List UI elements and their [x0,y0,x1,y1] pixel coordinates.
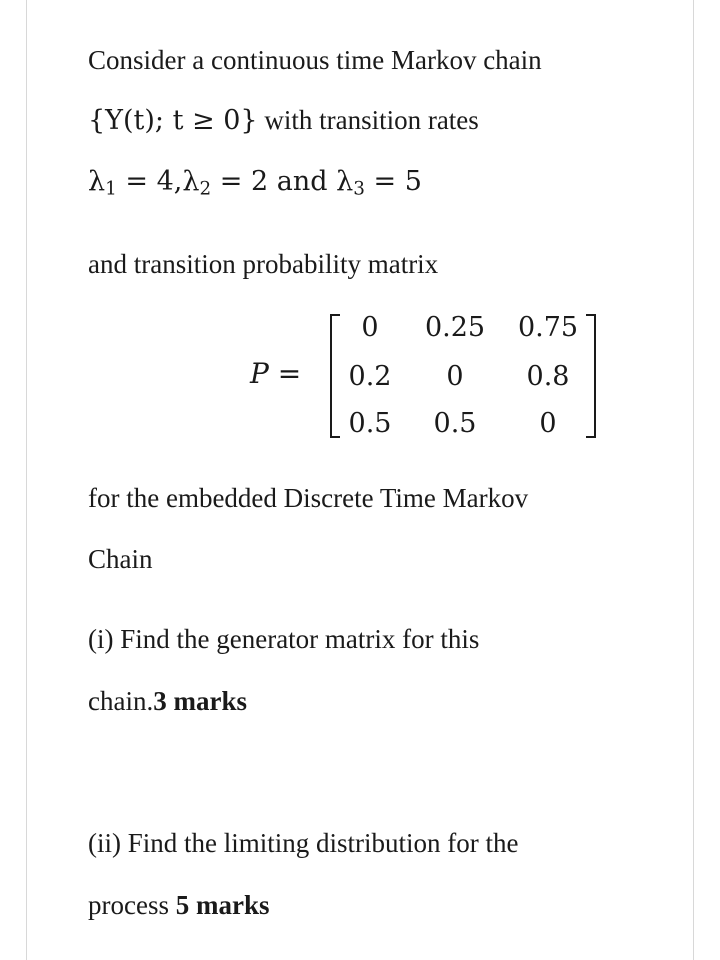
intro-line-1: Consider a continuous time Markov chain [88,45,542,75]
matrix-cell-r3c3: 0 [539,408,557,439]
matrix-cell-r2c3: 0.8 [526,361,570,392]
matrix-cell-r1c3: 0.75 [517,312,579,343]
question-2-marks: 5 marks [175,890,270,920]
question-1-line-1: (i) Find the generator matrix for this [88,624,480,654]
process-notation: {Y(t); t ≥ 0} [88,105,258,136]
lambda3-value: = 5 [364,166,422,197]
transition-matrix [250,310,610,440]
question-1-marks: 3 marks [153,686,247,716]
rates-intro-text: with transition rates [257,105,479,135]
lambda3-subscript: 3 [353,178,365,200]
after-matrix-line-2: Chain [88,544,153,574]
matrix-intro: and transition probability matrix [88,249,439,279]
matrix-cell-r3c1: 0.5 [348,408,392,439]
lambda1-symbol: λ [88,166,106,197]
question-1-text: chain. [88,686,154,716]
matrix-cell-r2c2: 0 [446,361,464,392]
matrix-label [250,358,301,390]
question-2-text: process [88,890,176,920]
rates-line [88,166,422,198]
document-page [26,0,694,960]
matrix-cell-r2c1: 0.2 [348,361,392,392]
question-2-line-1: (ii) Find the limiting distribution for the [88,828,519,858]
lambda1-value: = 4, [116,166,183,197]
matrix-name: P [250,357,269,390]
intro-line-2 [88,104,479,137]
matrix-equals: = [268,357,302,390]
matrix-cell-r3c2: 0.5 [433,408,477,439]
question-1-line-2 [88,685,247,717]
lambda3-symbol: λ [336,166,354,197]
question-2-line-2 [88,889,269,921]
lambda1-subscript: 1 [105,178,117,200]
lambda2-value: = 2 and [211,166,337,197]
lambda2-symbol: λ [182,166,200,197]
matrix-cell-r1c1: 0 [361,312,379,343]
after-matrix-line-1: for the embedded Discrete Time Markov [88,483,529,513]
lambda2-subscript: 2 [199,178,212,200]
matrix-cell-r1c2: 0.25 [424,312,486,343]
